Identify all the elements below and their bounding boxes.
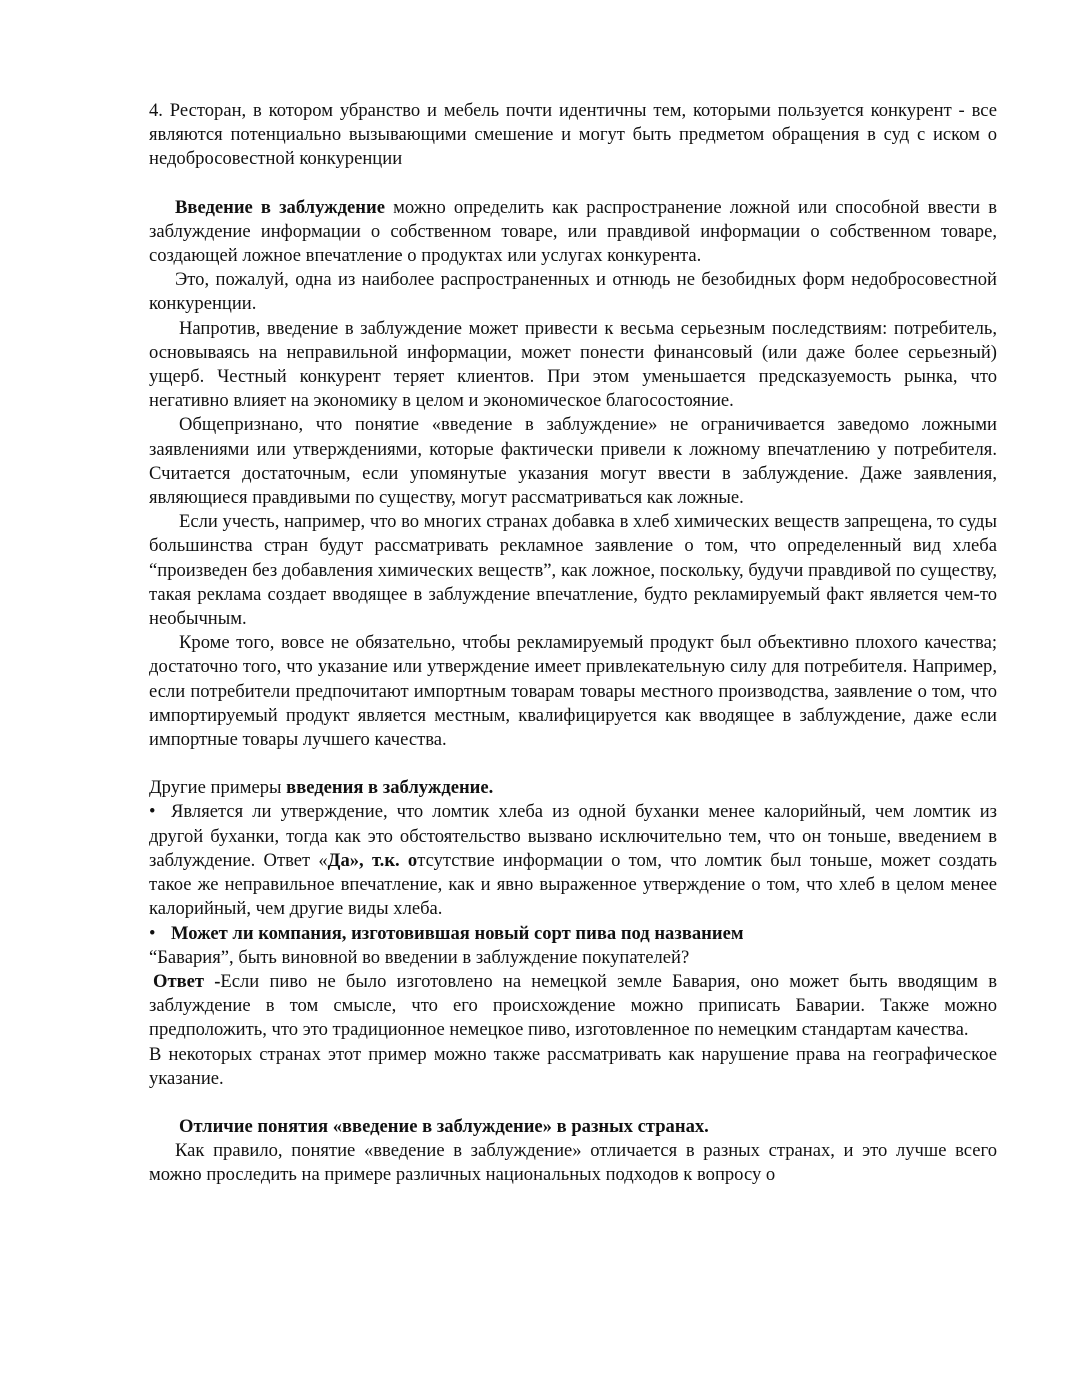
paragraph-common-form: Это, пожалуй, одна из наиболее распространенных и отнюдь не безобидных форм недобросовестной конкуренции. bbox=[149, 269, 997, 315]
bullet-icon: • bbox=[149, 922, 156, 944]
other-examples-label: Другие примеры bbox=[149, 777, 287, 799]
term-misleading: Введение в заблуждение bbox=[175, 196, 385, 218]
bullet-text-a: Является ли утверждение, что ломтик хлеба из одной буханки менее калорийный, чем ломтик из другой буханки, тогда как это обстоятельство вызвано исключительно тем, что он тоньше, введением в заблуждение. Ответ « bbox=[149, 801, 997, 871]
definition-text: можно определить как распространение ложной или способной ввести в заблуждение информации о собственном товаре, или правдивой информации о собственном товаре, создающей ложное впечатление о продуктах или услугах конкурента. bbox=[149, 196, 997, 267]
paragraph-consequences: Напротив, введение в заблуждение может привести к весьма серьезным последствиям: потребитель, основываясь на неправильной информации, может понести финансовый (или даже более серьезный) ущерб. Честный конкурент теряет клиентов. При этом уменьшается предсказуемость рынка, что негативно влияет на экономику в целом и экономическое благосостояние. bbox=[149, 317, 997, 412]
spacer bbox=[149, 752, 997, 776]
answer-text: Если пиво не было изготовлено на немецкой земле Бавария, оно может быть вводящим в заблуждение в том смысле, что его происхождение можно приписать Баварии. Также можно предположить, что это традиционное немецкое пиво, изготовленное по немецким стандартам качества. bbox=[149, 970, 997, 1041]
paragraph-product-quality: Кроме того, вовсе не обязательно, чтобы рекламируемый продукт был объективно плохого качества; достаточно того, что указание или утверждение имеет привлекательную силу для потребителя. Например, если потребители предпочитают импортным товарам товары местного производства, заявление о том, что импортируемый продукт является местным, квалифицируется как вводящее в заблуждение, даже если импортные товары лучшего качества. bbox=[149, 632, 997, 751]
answer-yes: Да», т.к. о bbox=[327, 849, 418, 871]
paragraph-countries-differ: Как правило, понятие «введение в заблуждение» отличается в разных странах, и это лучше всего можно проследить на примере различных национальных подходов к вопросу о bbox=[149, 1140, 997, 1186]
paragraph-generally-recognized: Общепризнано, что понятие «введение в заблуждение» не ограничивается заведомо ложными заявлениями или утверждениями, которые фактически привели к ложному впечатлению у потребителя. Считается достаточным, если упомянутые указания могут ввести в заблуждение. Даже заявления, являющиеся правдивыми по существу, могут рассматриваться как ложные. bbox=[149, 414, 997, 509]
bullet-item-bread-slice bbox=[149, 800, 997, 921]
paragraph-restaurant-example: 4. Ресторан, в котором убранство и мебель почти идентичны тем, которыми пользуется конкурент - все являются потенциально вызывающими смешение и могут быть предметом обращения в суд с иском о недобросовестной конкуренции bbox=[149, 100, 997, 170]
spacer bbox=[149, 172, 997, 196]
spacer bbox=[149, 1091, 997, 1115]
section-heading: Отличие понятия «введение в заблуждение» в разных странах. bbox=[179, 1115, 709, 1137]
paragraph-geographic-indication: В некоторых странах этот пример можно также рассматривать как нарушение права на географическое указание. bbox=[149, 1043, 997, 1089]
paragraph-bavaria-question: “Бавария”, быть виновной во введении в заблуждение покупателей? bbox=[149, 946, 690, 968]
answer-label: Ответ - bbox=[153, 970, 221, 992]
paragraph-answer bbox=[149, 970, 997, 1043]
beer-question-bold: Может ли компания, изготовившая новый сорт пива под названием bbox=[171, 922, 744, 944]
paragraph-misleading-definition bbox=[149, 196, 997, 269]
bullet-item-beer bbox=[149, 922, 997, 946]
other-examples-bold: введения в заблуждение. bbox=[286, 777, 494, 799]
paragraph-other-examples bbox=[149, 776, 997, 800]
paragraph-bread-chemicals: Если учесть, например, что во многих странах добавка в хлеб химических веществ запрещена, то суды большинства стран будут рассматривать рекламное заявление о том, что определенный вид хлеба “произведен без добавления химических веществ”, как ложное, поскольку, будучи правдивой по существу, такая реклама создает вводящее в заблуждение впечатление, будто рекламируемый факт является чем-то необычным. bbox=[149, 511, 997, 630]
document-page bbox=[149, 99, 997, 1188]
bullet-text-c: тсутствие информации о том, что ломтик был тоньше, может создать такое же неправильное впечатление, как и явно выраженное утверждение о том, что хлеб в целом менее калорийный, чем другие виды хлеба. bbox=[149, 849, 997, 920]
bullet-icon: • bbox=[149, 801, 156, 823]
